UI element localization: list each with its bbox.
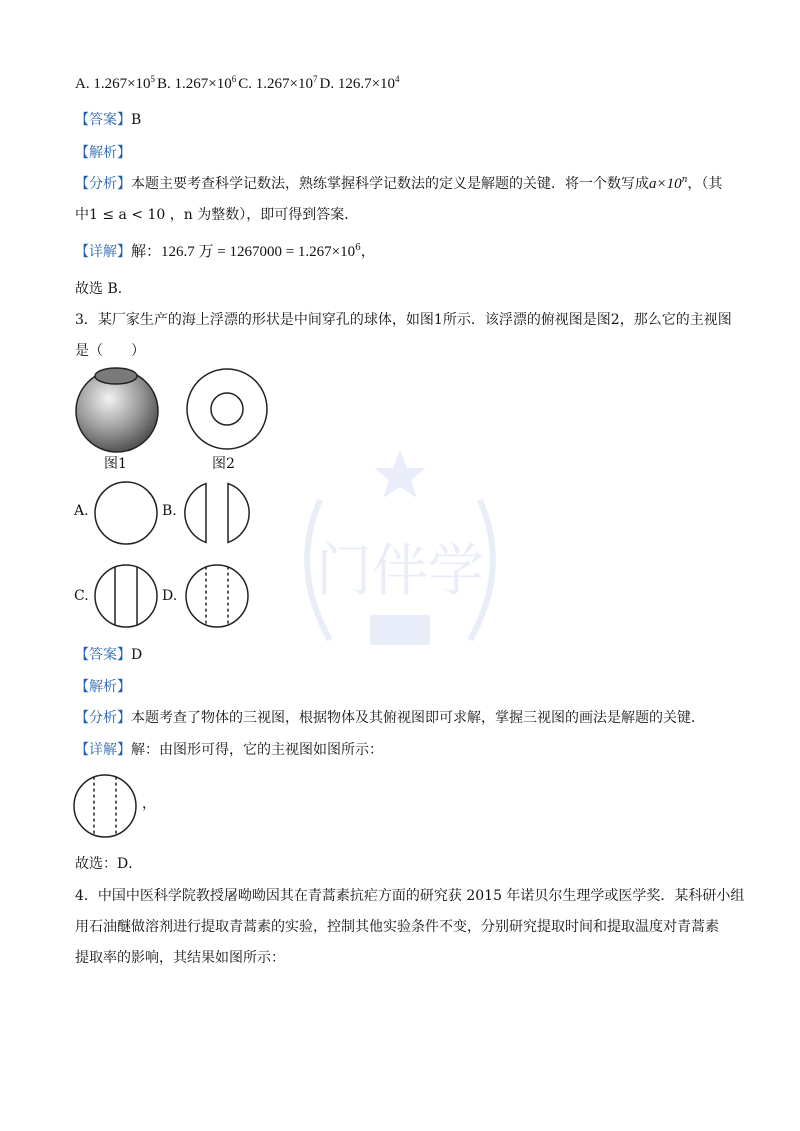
q3-answer-figure xyxy=(72,773,138,843)
q3-option-c-label: C. xyxy=(74,588,89,604)
watermark-logo xyxy=(280,440,520,690)
q3-answer: 【答案】D xyxy=(75,647,143,663)
watermark-text: 门伴学 xyxy=(316,539,484,604)
q2-answer: 【答案】B xyxy=(75,112,142,128)
figure2-caption: 图2 xyxy=(212,456,235,472)
q4-line3: 提取率的影响，其结果如图所示： xyxy=(75,950,285,966)
q2-conclusion: 故选 B． xyxy=(75,281,132,297)
q2-option-a: A. 1.267×10 xyxy=(75,76,151,92)
q2-detail: 【详解】解：126.7 万 = $1267000 = 1.267\times 10^6$， xyxy=(75,243,375,260)
q3-option-b-label: B. xyxy=(162,503,177,519)
q3-answer-figure-comma: ， xyxy=(142,796,156,812)
q2-fenxi: 【分析】本题主要考查科学记数法，熟练掌握科学记数法的定义是解题的关键．将一个数写成$a\times 10^n$，（其 xyxy=(75,175,723,192)
figure2-ring xyxy=(182,364,272,458)
q3-option-d-figure xyxy=(184,563,250,633)
q3-option-b-figure xyxy=(184,480,250,550)
q3-analysis-tag: 【解析】 xyxy=(75,679,131,695)
q3-option-a-figure xyxy=(93,480,159,550)
q4-line1: 4．中国中医科学院教授屠呦呦因其在青蒿素抗疟方面的研究获 2015 年诺贝尔生理学或医学奖．某科研小组 xyxy=(75,888,745,904)
q2-option-d: D. 126.7×10 xyxy=(319,76,396,92)
q2-analysis-tag: 【解析】 xyxy=(75,145,131,161)
q3-fenxi: 【分析】本题考查了物体的三视图，根据物体及其俯视图即可求解，掌握三视图的画法是解题的关键． xyxy=(75,710,705,726)
q2-option-c: C. 1.267×10 xyxy=(238,76,313,92)
q3-option-c-figure xyxy=(93,563,159,633)
q4-line2: 用石油醚做溶剂进行提取青蒿素的实验，控制其他实验条件不变，分别研究提取时间和提取温度对青蒿素 xyxy=(75,919,719,935)
figure1-caption: 图1 xyxy=(104,456,127,472)
q3-option-a-label: A. xyxy=(74,503,89,519)
q3-conclusion: 故选：D． xyxy=(75,856,143,872)
q3-stem-line1: 3．某厂家生产的海上浮漂的形状是中间穿孔的球体，如图1所示．该浮漂的俯视图是图2，那么它的主视图 xyxy=(75,312,732,328)
q3-detail: 【详解】解：由图形可得，它的主视图如图所示： xyxy=(75,742,383,758)
q3-option-d-label: D. xyxy=(162,588,178,604)
figure1-sphere xyxy=(72,364,162,458)
q2-options-row: A. $1.267\times 10^5$ B. $1.267\times 10^6$ C. $1.267\times 10^7$ D. $126.7\times 10^4$ xyxy=(75,74,400,92)
q2-option-b: B. 1.267×10 xyxy=(157,76,232,92)
q3-stem-line2: 是（ ） xyxy=(75,343,145,359)
q2-fenxi-line2: 中1 ≤ a < 10 ，n 为整数），即可得到答案． xyxy=(75,207,359,223)
